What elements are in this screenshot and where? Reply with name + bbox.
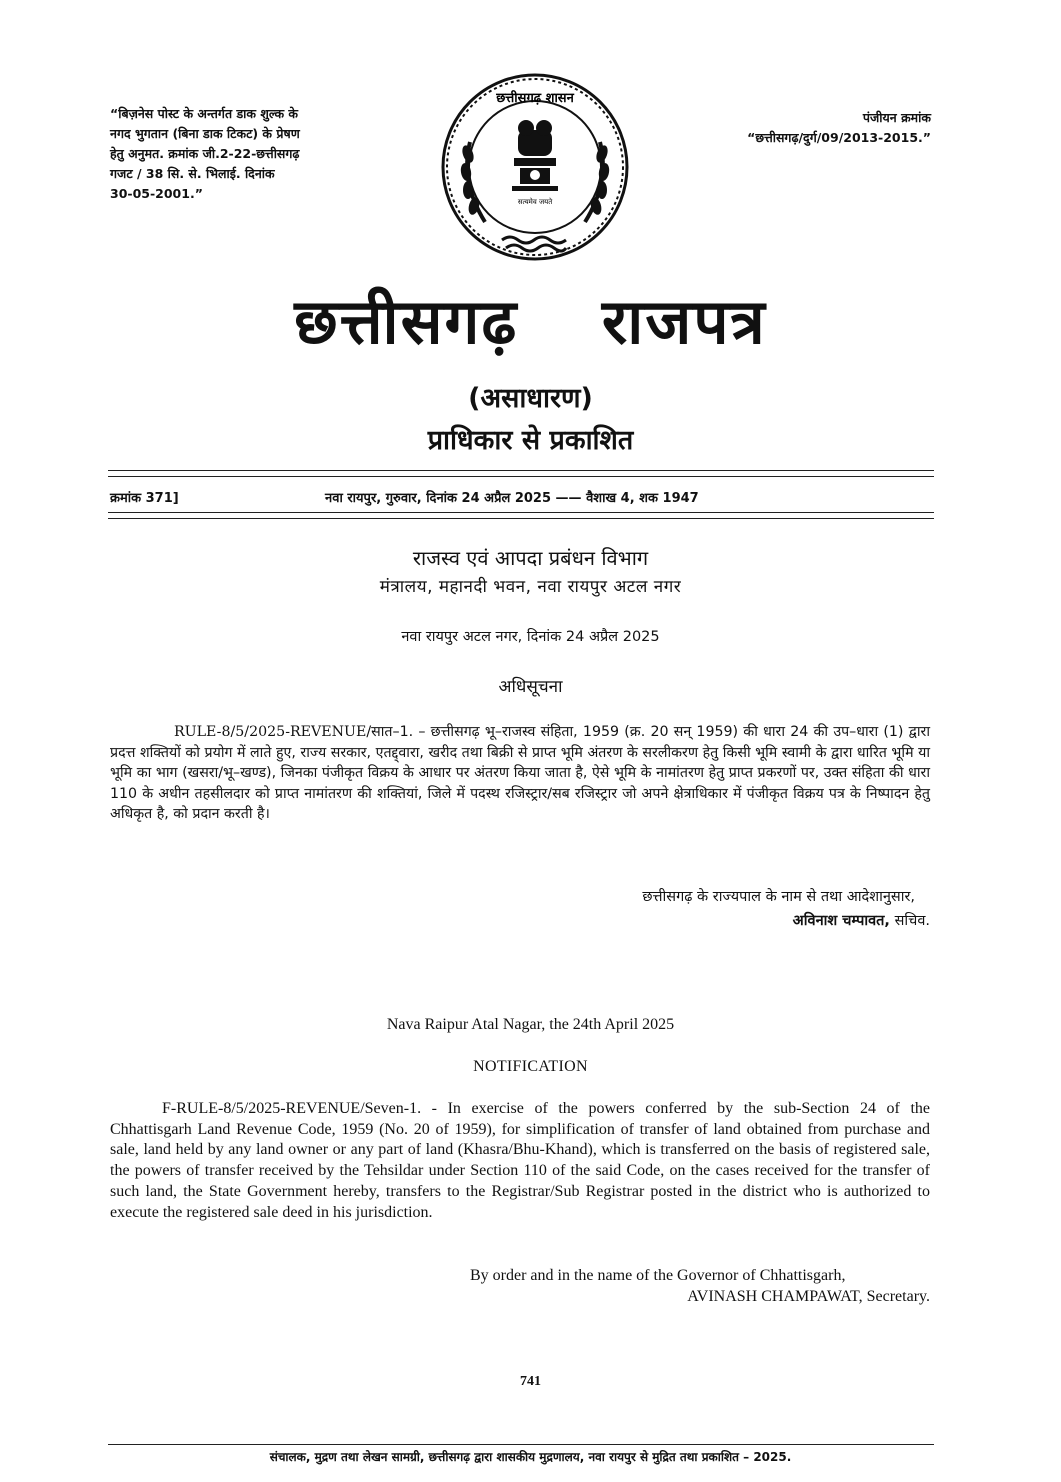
- hindi-notification-title: अधिसूचना: [498, 677, 563, 697]
- hindi-signature-line: छत्तीसगढ़ के राज्यपाल के नाम से तथा आदेशानुसार,: [642, 889, 915, 905]
- header-rule-top: [108, 470, 934, 471]
- registration-number: [691, 108, 931, 148]
- registration-label: पंजीयन क्रमांक: [862, 110, 931, 125]
- postal-note-line: “बिज़नेस पोस्ट के अन्तर्गत डाक शुल्क के: [110, 106, 299, 121]
- page-number: 741: [520, 1374, 541, 1389]
- hindi-signatory-name: अविनाश चम्पावत,: [792, 913, 890, 929]
- hindi-signatory-title: सचिव.: [894, 913, 930, 929]
- footer-rule: [108, 1444, 934, 1445]
- issue-date: नवा रायपुर, गुरुवार, दिनांक 24 अप्रैल 2025 —— वैशाख 4, शक 1947: [325, 491, 699, 506]
- header-rule-bottom-inner: [108, 518, 934, 519]
- printer-footer: संचालक, मुद्रण तथा लेखन सामग्री, छत्तीसगढ़ द्वारा शासकीय मुद्रणालय, नवा रायपुर से मुद्रित तथा प्रकाशित – 2025.: [269, 1450, 792, 1464]
- header-rule-bottom: [108, 512, 934, 513]
- registration-value: “छत्तीसगढ़/दुर्ग/09/2013-2015.”: [747, 130, 931, 145]
- emblem-top-text: छत्तीसगढ़ शासन: [496, 91, 574, 106]
- postal-permit-note: [110, 104, 350, 204]
- english-signatory: AVINASH CHAMPAWAT, Secretary.: [687, 1288, 930, 1305]
- emblem-icon: [430, 72, 640, 272]
- department-address: मंत्रालय, महानदी भवन, नवा रायपुर अटल नगर: [379, 577, 682, 597]
- hindi-signatory: [470, 910, 930, 930]
- gazette-title: छत्तीसगढ़ राजपत्र: [294, 285, 767, 358]
- gazette-authority: प्राधिकार से प्रकाशित: [427, 425, 634, 456]
- issue-number: क्रमांक 371]: [110, 491, 179, 506]
- english-notification-body: F-RULE-8/5/2025-REVENUE/Seven-1. - In exercise of the powers conferred by the sub-Section 24 of the Chhattisgarh Land Revenue Code, 1959 (No. 20 of 1959), for simplification of transfer of land obtained from purchase and sale, land held by any land owner or any part of land (Khasra/Bhu-Khand), which is transferred on the basis of registered sale, the powers of transfer received by the Tehsildar under Section 110 of the said Code, on the cases received for the transfer of such land, the State Government hereby, transfers to the Registrar/Sub Registrar posted in the district who is authorized to execute the registered sale deed in his jurisdiction.: [110, 1100, 930, 1221]
- emblem-motto: सत्यमेव जयते: [517, 198, 553, 206]
- department-name: राजस्व एवं आपदा प्रबंधन विभाग: [412, 546, 649, 570]
- hindi-rule-reference: RULE-8/5/2025-REVENUE: [174, 724, 367, 740]
- postal-note-line: 30-05-2001.”: [110, 186, 203, 201]
- postal-note-line: गजट / 38 सि. से. भिलाई. दिनांक: [110, 166, 275, 181]
- hindi-date: नवा रायपुर अटल नगर, दिनांक 24 अप्रैल 2025: [401, 629, 660, 645]
- postal-note-line: नगद भुगतान (बिना डाक टिकट) के प्रेषण: [110, 126, 300, 141]
- hindi-body-text: /सात–1. – छत्तीसगढ़ भू–राजस्व संहिता, 1959 (क्र. 20 सन् 1959) की धारा 24 की उप–धारा (1) द्वारा प्रदत्त शक्तियों को प्रयोग में लाते हुए, राज्य सरकार, एतद्द्वारा, खरीद तथा बिक्री से प्राप्त भूमि अंतरण के सरलीकरण हेतु किसी भूमि स्वामी के द्वारा धारित भूमि या भूमि का भाग (खसरा/भू–खण्ड), जिनका पंजीकृत विक्रय के आधार पर अंतरण किया जाता है, ऐसे भूमि के नामांतरण हेतु प्राप्त प्रकरणों पर, उक्त संहिता की धारा 110 के अधीन तहसीलदार को प्राप्त नामांतरण की शक्तियां, जिले में पदस्थ रजिस्ट्रार/सब रजिस्ट्रार जो अपने क्षेत्राधिकार में पंजीकृत विक्रय पत्र के निष्पादन हेतु अधिकृत है, को प्रदान करती है।: [110, 724, 930, 823]
- header-rule-top-inner: [108, 476, 934, 477]
- english-date: Nava Raipur Atal Nagar, the 24th April 2025: [386, 1016, 675, 1033]
- english-signature-line: By order and in the name of the Governor of Chhattisgarh,: [470, 1267, 846, 1284]
- english-notification-title: NOTIFICATION: [473, 1058, 588, 1075]
- state-emblem-seal: [430, 72, 640, 272]
- postal-note-line: हेतु अनुमत. क्रमांक जी.2-22-छत्तीसगढ़: [110, 146, 300, 161]
- hindi-notification-body: [110, 722, 930, 825]
- gazette-subtitle: (असाधारण): [468, 383, 593, 414]
